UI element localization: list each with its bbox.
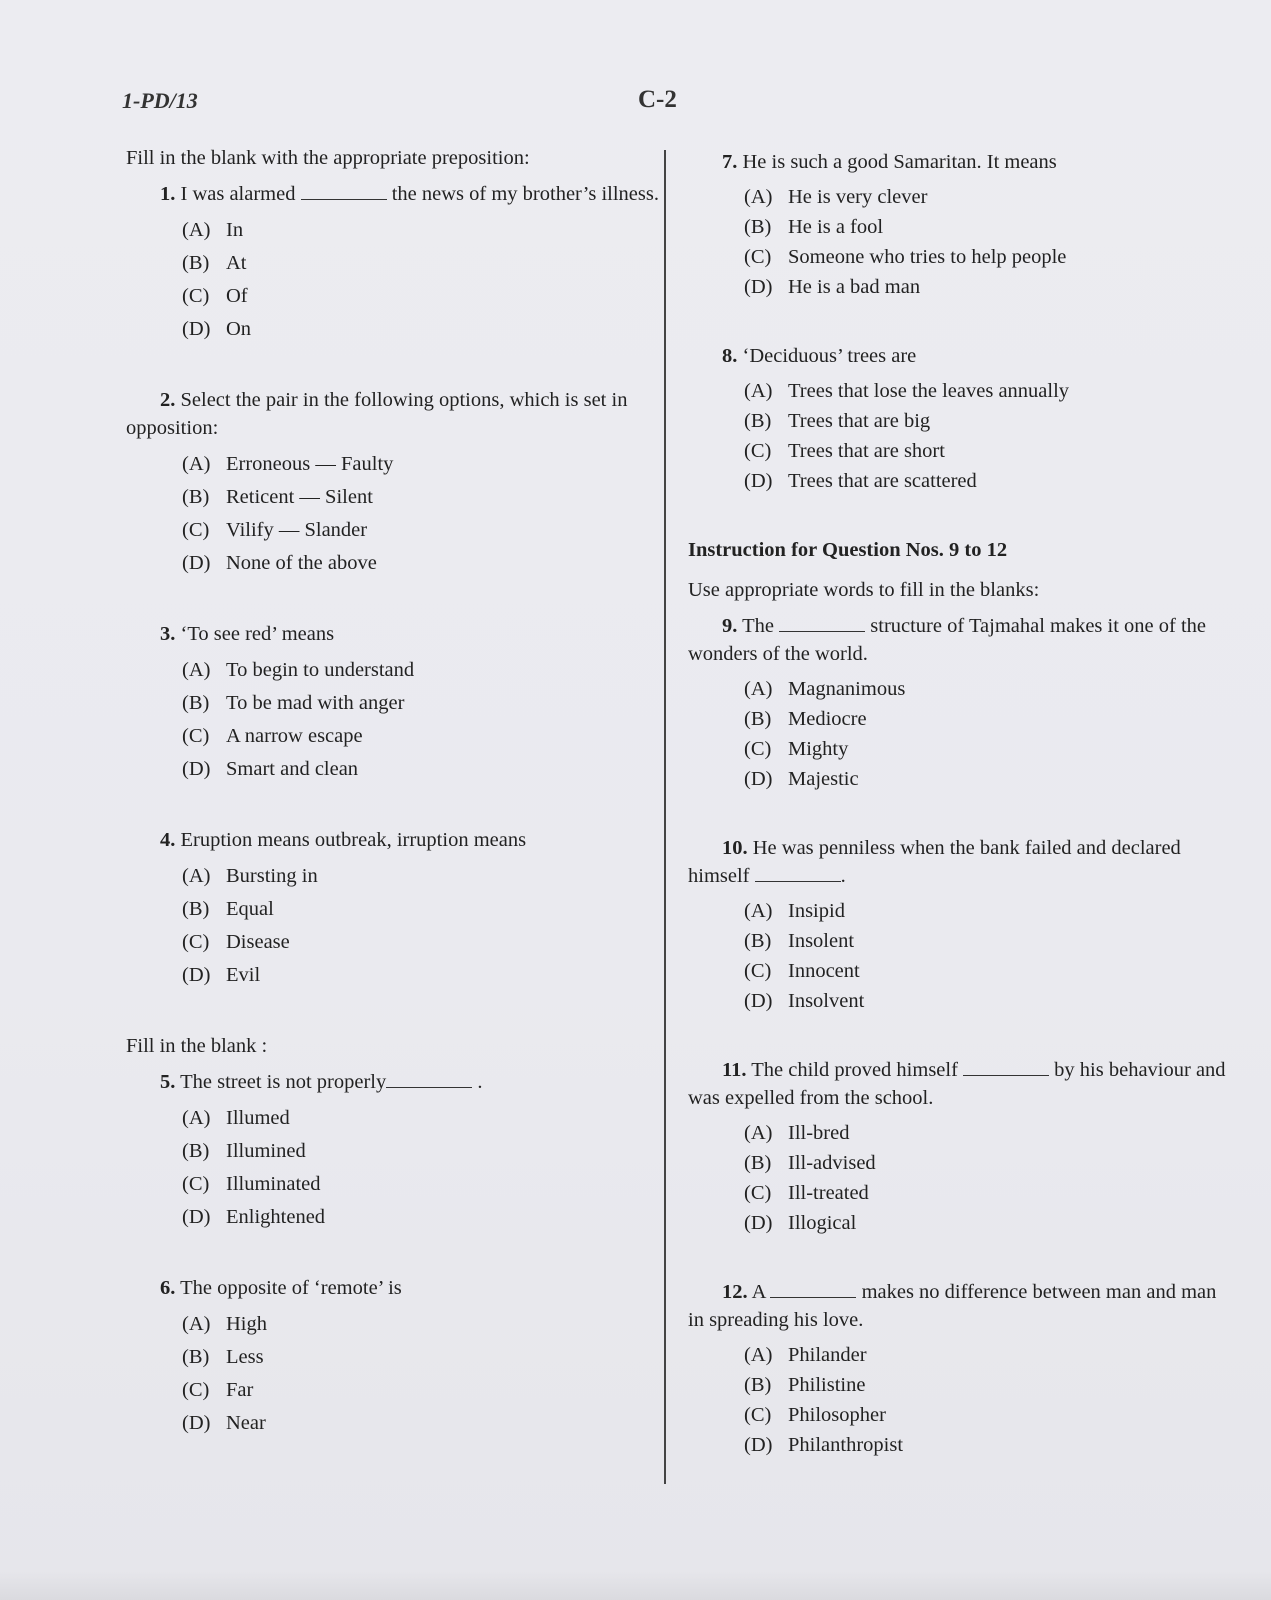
question-text: ‘To see red’ means (180, 623, 335, 645)
option-item: (A) Illumed (182, 1107, 290, 1129)
option-item: (C) Ill-treated (744, 1182, 869, 1204)
question-text: . (477, 1071, 483, 1093)
option-list (744, 376, 1228, 496)
option-list (744, 1118, 1228, 1238)
option-list (744, 674, 1228, 794)
option-item: (C) Mighty (744, 738, 849, 760)
question-text: I was alarmed (180, 183, 296, 205)
instruction-heading: Instruction for Question Nos. 9 to 12 (688, 539, 1008, 561)
option-item: (D) Evil (182, 964, 261, 986)
question-10 (688, 834, 1228, 1016)
option-item: (C) Disease (182, 931, 290, 953)
option-item: (B) Insolent (744, 930, 855, 952)
option-item: (D) On (182, 318, 252, 340)
option-item: (B) Ill-advised (744, 1152, 876, 1174)
option-item: (D) Smart and clean (182, 758, 359, 780)
question-number: 3. (160, 623, 176, 645)
option-item: (B) Reticent — Silent (182, 486, 373, 508)
option-item: (C) Illuminated (182, 1173, 321, 1195)
option-item: (D) Enlightened (182, 1206, 326, 1228)
option-item: (B) He is a fool (744, 216, 884, 238)
question-text: . (840, 865, 846, 887)
question-number: 9. (722, 615, 738, 637)
question-text: A (751, 1281, 766, 1303)
option-item: (D) Philanthropist (744, 1434, 904, 1456)
option-item: (C) Trees that are short (744, 440, 945, 462)
answer-blank (770, 1279, 856, 1298)
option-item: (A) Erroneous — Faulty (182, 453, 394, 475)
option-item: (B) Philistine (744, 1374, 866, 1396)
paper-code: 1-PD/13 (122, 88, 198, 113)
option-item: (B) To be mad with anger (182, 692, 405, 714)
section-instruction: Fill in the blank with the appropriate preposition: (126, 147, 530, 169)
question-number: 11. (722, 1059, 747, 1081)
question-2 (126, 386, 666, 580)
answer-blank (963, 1057, 1049, 1076)
option-item: (C) Far (182, 1379, 254, 1401)
option-list (744, 896, 1228, 1016)
section-instruction: Fill in the blank : (126, 1035, 268, 1057)
answer-blank (755, 863, 841, 882)
answer-blank (301, 181, 387, 200)
option-list (182, 1308, 666, 1440)
option-list (182, 214, 666, 346)
question-5 (126, 1068, 666, 1234)
option-item: (A) Philander (744, 1344, 867, 1366)
question-text: He is such a good Samaritan. It means (742, 151, 1057, 173)
option-item: (A) To begin to understand (182, 659, 415, 681)
option-item: (A) Magnanimous (744, 678, 906, 700)
answer-blank (779, 613, 865, 632)
option-item: (C) A narrow escape (182, 725, 363, 747)
question-8 (688, 342, 1228, 496)
question-text: Select the pair in the following options, which is set in opposition: (126, 389, 628, 439)
question-text: makes no difference between man and man in spreading his love. (688, 1281, 1217, 1331)
question-text: He was penniless when the bank failed and declared himself (688, 837, 1181, 887)
question-number: 4. (160, 829, 176, 851)
option-item: (C) Philosopher (744, 1404, 886, 1426)
option-item: (B) At (182, 252, 247, 274)
question-number: 7. (722, 151, 738, 173)
question-12 (688, 1278, 1228, 1460)
option-item: (A) High (182, 1313, 267, 1335)
scan-edge (0, 1570, 1271, 1600)
question-text: Eruption means outbreak, irruption means (180, 829, 527, 851)
question-11 (688, 1056, 1228, 1238)
question-number: 10. (722, 837, 748, 859)
question-text: The (742, 615, 775, 637)
page-label: C-2 (638, 86, 677, 113)
option-list (182, 860, 666, 992)
option-item: (B) Equal (182, 898, 274, 920)
option-list (182, 448, 666, 580)
option-item: (D) He is a bad man (744, 276, 921, 298)
option-item: (A) He is very clever (744, 186, 928, 208)
instruction-text: Use appropriate words to fill in the blanks: (688, 579, 1040, 601)
option-item: (D) Near (182, 1412, 266, 1434)
question-text: The street is not properly (180, 1071, 387, 1093)
option-list (182, 1102, 666, 1234)
question-6 (126, 1274, 666, 1440)
question-number: 2. (160, 389, 176, 411)
question-number: 8. (722, 345, 738, 367)
answer-blank (386, 1069, 472, 1088)
option-list (744, 1340, 1228, 1460)
option-item: (C) Of (182, 285, 248, 307)
question-3 (126, 620, 666, 786)
option-item: (A) Ill-bred (744, 1122, 850, 1144)
question-text: the news of my brother’s illness. (391, 183, 659, 205)
question-text: ‘Deciduous’ trees are (742, 345, 917, 367)
question-number: 12. (722, 1281, 748, 1303)
option-list (182, 654, 666, 786)
left-column (126, 144, 666, 1480)
option-item: (D) Trees that are scattered (744, 470, 977, 492)
option-item: (B) Trees that are big (744, 410, 931, 432)
option-item: (C) Vilify — Slander (182, 519, 368, 541)
option-item: (B) Mediocre (744, 708, 867, 730)
option-item: (D) Insolvent (744, 990, 865, 1012)
option-list (744, 182, 1228, 302)
question-number: 5. (160, 1071, 176, 1093)
option-item: (D) Majestic (744, 768, 859, 790)
question-text: structure of Tajmahal makes it one of the wonders of the world. (688, 615, 1207, 665)
question-9 (688, 612, 1228, 794)
right-column (688, 148, 1228, 1500)
question-text: by his behaviour and was expelled from the school. (688, 1059, 1226, 1109)
question-text: The opposite of ‘remote’ is (180, 1277, 402, 1299)
option-item: (A) Trees that lose the leaves annually (744, 380, 1070, 402)
option-item: (D) None of the above (182, 552, 377, 574)
question-number: 6. (160, 1277, 176, 1299)
option-item: (A) Insipid (744, 900, 845, 922)
question-1 (126, 180, 666, 346)
question-7 (688, 148, 1228, 302)
option-item: (B) Less (182, 1346, 264, 1368)
question-number: 1. (160, 183, 176, 205)
option-item: (D) Illogical (744, 1212, 857, 1234)
option-item: (A) Bursting in (182, 865, 318, 887)
question-4 (126, 826, 666, 992)
option-item: (C) Someone who tries to help people (744, 246, 1067, 268)
option-item: (A) In (182, 219, 244, 241)
option-item: (B) Illumined (182, 1140, 306, 1162)
option-item: (C) Innocent (744, 960, 860, 982)
question-text: The child proved himself (751, 1059, 958, 1081)
